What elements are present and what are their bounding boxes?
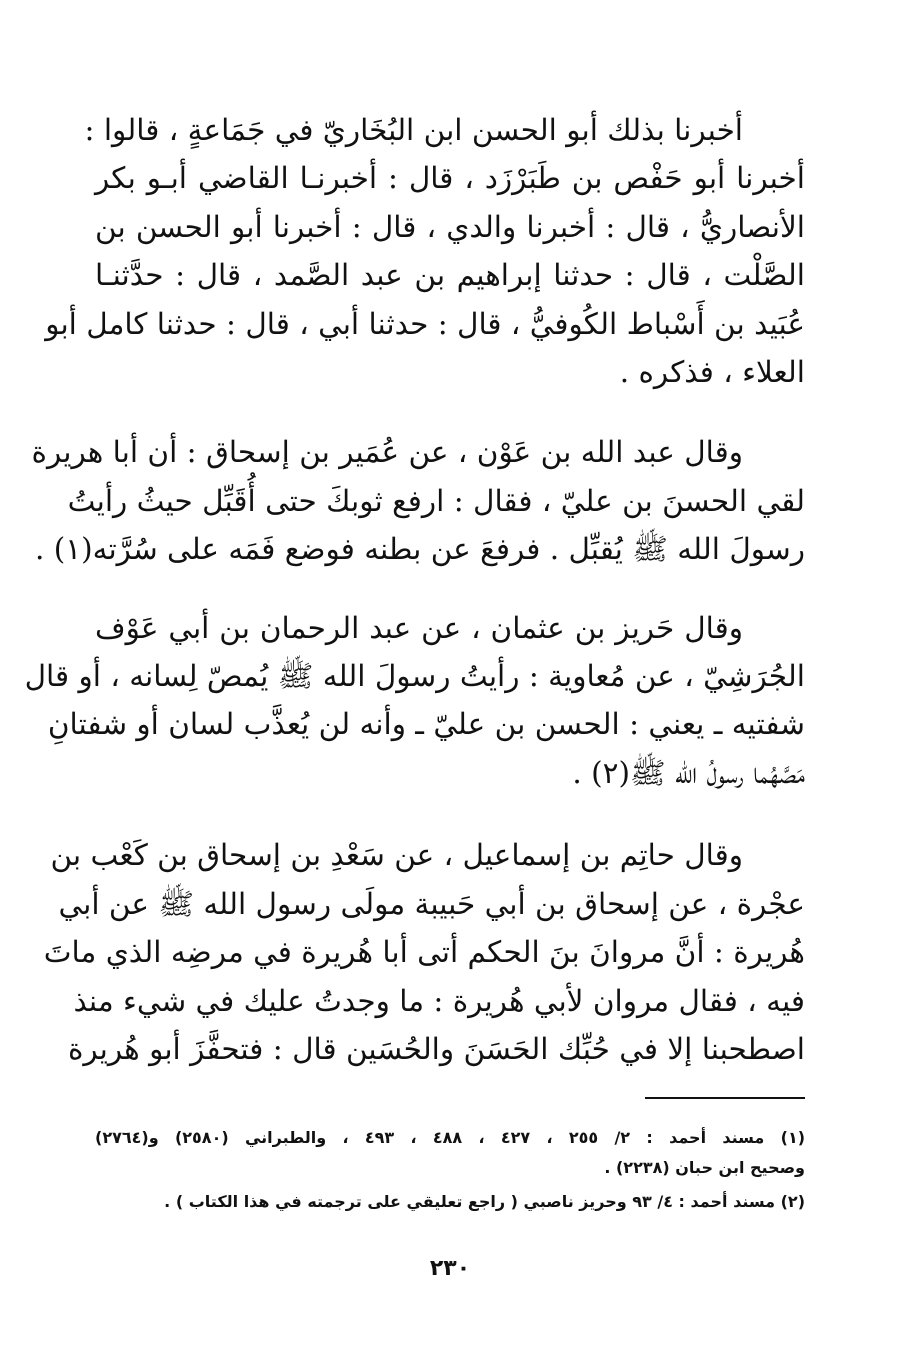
paragraph-4: [43, 831, 805, 1073]
footnote-line: وصحيح ابن حبان (٢٢٣٨) .: [604, 1158, 805, 1177]
text-line: أخبرنا أبو حَفْص بن طَبَرْزَد ، قال : أخبرنـا القاضي أبـو بكر: [95, 161, 805, 196]
text-line: وقال عبد الله بن عَوْن ، عن عُمَير بن إسحاق : أن أبا هريرة: [31, 435, 743, 470]
footnote-line: (٢) مسند أحمد : ٤/ ٩٣ وحريز ناصبي ( راجع تعليقي على ترجمته في هذا الكتاب ) .: [164, 1192, 805, 1211]
paragraph-1: [45, 106, 805, 396]
footnotes: [95, 1123, 805, 1217]
text-line: اصطحبنا إلا في حُبِّك الحَسَنَ والحُسَين قال : فتحفَّزَ أبو هُريرة: [67, 1031, 805, 1066]
text-line: شفتيه ـ يعني : الحسن بن عليّ ـ وأنه لن يُعذَّب لسان أو شفتانِ: [47, 707, 805, 742]
text-line: وقال حاتِم بن إسماعيل ، عن سَعْدِ بن إسحاق بن كَعْب بن: [50, 838, 743, 873]
text-line: الجُرَشِيّ ، عن مُعاوية : رأيتُ رسولَ الله ﷺ يُمصّ لِسانه ، أو قال: [24, 659, 805, 694]
text-line: رسولَ الله ﷺ يُقبِّل . فرفعَ عن بطنه فوضع فَمَه على سُرَّته(١) .: [35, 532, 805, 567]
text-line: عُبَيد بن أَسْباط الكُوفيُّ ، قال : حدثنا أبي ، قال : حدثنا كامل أبو: [45, 306, 805, 341]
footnote-divider: [645, 1097, 805, 1099]
paragraph-2: [31, 428, 805, 573]
text-line: فيه ، فقال مروان لأبي هُريرة : ما وجدتُ عليك في شيء منذ: [73, 983, 805, 1018]
text-line: عجْرة ، عن إسحاق بن أبي حَبيبة مولَى رسول الله ﷺ عن أبي: [58, 886, 805, 921]
text-line: مَصَّهُما رسولُ الله ﷺ(٢) .: [572, 755, 805, 790]
text-line: وقال حَريز بن عثمان ، عن عبد الرحمان بن أبي عَوْف: [95, 610, 743, 645]
text-line: لقي الحسنَ بن عليّ ، فقال : ارفع ثوبكَ حتى أُقَبِّل حيثُ رأيتُ: [67, 483, 805, 518]
footnote-1: [95, 1123, 805, 1183]
text-line: العلاء ، فذكره .: [619, 355, 805, 390]
footnote-2: [95, 1187, 805, 1217]
text-line: الأنصاريُّ ، قال : أخبرنا والدي ، قال : أخبرنا أبو الحسن بن: [95, 209, 805, 244]
text-line: هُريرة : أنَّ مروانَ بنَ الحكم أتى أبا هُريرة في مرضِه الذي ماتَ: [43, 935, 805, 970]
footnote-line: (١) مسند أحمد : ٢/ ٢٥٥ ، ٤٢٧ ، ٤٨٨ ، ٤٩٣ ، والطبراني (٢٥٨٠) و(٢٧٦٤): [95, 1128, 806, 1147]
page-number: ٢٣٠: [429, 1256, 471, 1281]
text-line: الصَّلْت ، قال : حدثنا إبراهيم بن عبد الصَّمد ، قال : حدَّثنـا: [95, 258, 805, 293]
paragraph-3: [24, 604, 805, 798]
text-line: أخبرنا بذلك أبو الحسن ابن البُخَاريّ في جَمَاعةٍ ، قالوا :: [84, 113, 743, 147]
page-body: [24, 98, 806, 1347]
